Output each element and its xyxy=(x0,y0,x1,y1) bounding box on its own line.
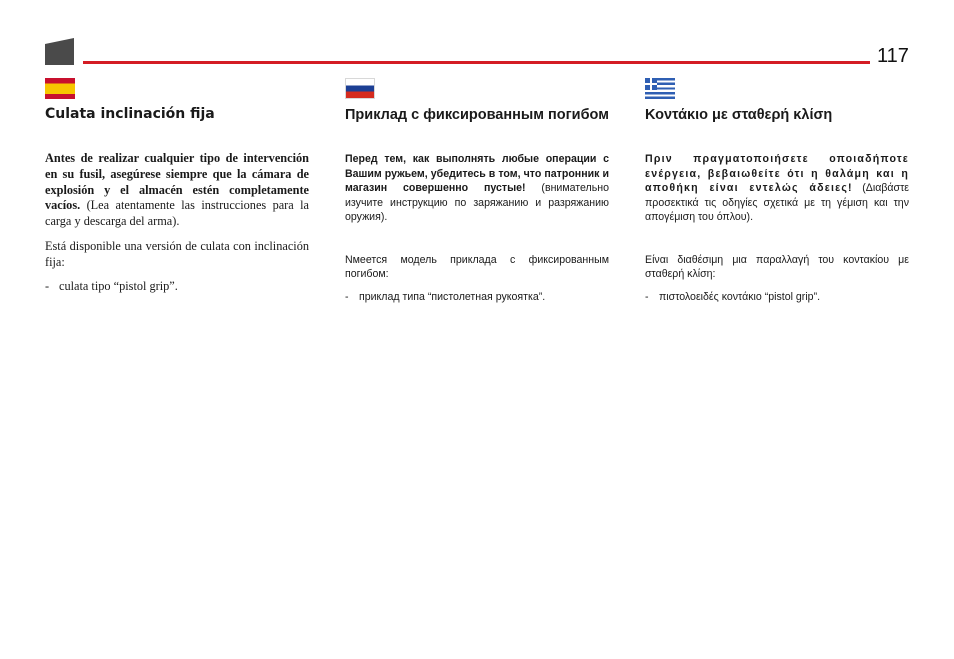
list-marker: - xyxy=(45,278,50,293)
availability-text-gr: Είναι διαθέσιμη μια παραλλαγή του κοντακίου με σταθερή κλίση: xyxy=(645,253,909,280)
russia-flag-icon xyxy=(345,78,375,99)
section-title-ru: Приклад с фиксированным погибом xyxy=(345,107,609,123)
warning-paragraph-ru xyxy=(345,152,609,225)
section-body-ru xyxy=(345,152,609,304)
column-russian xyxy=(345,78,610,303)
list-item-gr xyxy=(645,290,909,305)
availability-text-es: Está disponible una versión de culata con inclinación fija: xyxy=(45,238,309,269)
list-marker: - xyxy=(345,290,349,303)
warning-note-gr: (Διαβάστε προσεκτικά τις οδηγίες σχετικά με τη γέμιση και την απογέμιση του όπλου). xyxy=(645,182,909,223)
warning-bold-gr: Πριν πραγματοποιήσετε οποιαδήποτε ενέργεια, βεβαιωθείτε ότι η θαλάμη και η αποθήκη είναι εντελώς άδειες! xyxy=(645,153,909,194)
list-marker: - xyxy=(645,290,649,303)
warning-bold-ru: Перед тем, как выполнять любые операции с Вашим ружьем, убедитесь в том, что патронник и магазин совершенно пустые! xyxy=(345,153,609,194)
section-title-es: Culata inclinación fija xyxy=(45,106,215,122)
list-item-text-ru: приклад типа “пистолетная рукоятка”. xyxy=(359,290,546,303)
list-item-es xyxy=(45,279,309,295)
manual-logo-block xyxy=(45,38,74,65)
greece-flag-icon xyxy=(645,78,675,99)
column-greek xyxy=(645,78,909,303)
warning-paragraph-es xyxy=(45,151,309,230)
list-item-text-es: culata tipo “pistol grip”. xyxy=(59,278,178,293)
section-title-gr: Κοντάκιο με σταθερή κλίση xyxy=(645,107,833,123)
section-body-es xyxy=(45,151,309,294)
spain-flag-icon xyxy=(45,78,75,99)
warning-note-es: (Lea atentamente las instrucciones para la carga y descarga del arma). xyxy=(45,198,309,229)
page-number: 117 xyxy=(877,45,909,67)
list-item-ru xyxy=(345,290,609,305)
warning-bold-es: Antes de realizar cualquier tipo de intervención en su fusil, asegúrese siempre que la cámara de explosión y el almacén estén completamente vacíos. xyxy=(45,151,309,213)
availability-text-ru: Nмеется модель приклада с фиксированным погибом: xyxy=(345,253,609,280)
column-spanish xyxy=(45,78,309,293)
section-body-gr xyxy=(645,152,909,304)
warning-paragraph-gr xyxy=(645,152,909,225)
warning-note-ru: (внимательно изучите инструкцию по заряжанию и разряжанию оружия). xyxy=(345,182,610,223)
list-item-text-gr: πιστολοειδές κοντάκιο “pistol grip”. xyxy=(659,290,821,303)
header-rule xyxy=(83,61,870,64)
